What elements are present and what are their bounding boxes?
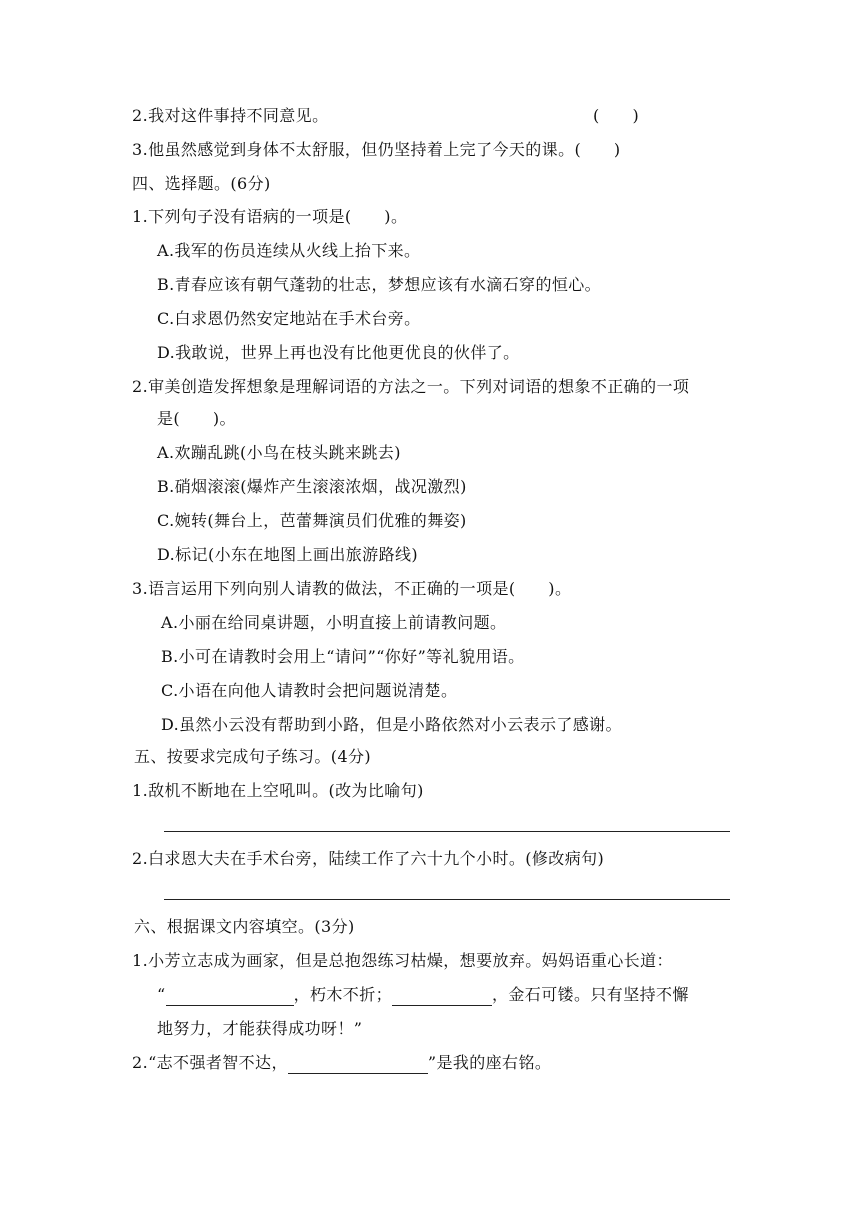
option-b: B.青春应该有朝气蓬勃的壮志，梦想应该有水滴石穿的恒心。 xyxy=(157,275,602,294)
section-heading: 四、选择题。(6分) xyxy=(132,174,271,193)
fill-question-1-end: 地努力，才能获得成功呀！” xyxy=(157,1019,363,1038)
option-c: C.小语在向他人请教时会把问题说清楚。 xyxy=(161,681,458,700)
option-b: B.小可在请教时会用上“请问”“你好”等礼貌用语。 xyxy=(161,647,525,666)
fill-blank[interactable] xyxy=(288,1057,428,1074)
option-a: A.我军的伤员连续从火线上抬下来。 xyxy=(157,241,421,260)
question-stem-continued: 是( )。 xyxy=(157,409,236,428)
fill-blank[interactable] xyxy=(166,989,294,1006)
section-heading: 五、按要求完成句子练习。(4分) xyxy=(134,747,372,766)
open-quote: “ xyxy=(157,985,166,1004)
judge-question-2: 2.我对这件事持不同意见。 xyxy=(132,106,329,125)
fill-text: ”是我的座右铭。 xyxy=(427,1053,552,1072)
section-heading: 六、根据课文内容填空。(3分) xyxy=(134,917,355,936)
sentence-task-1: 1.敌机不断地在上空吼叫。(改为比喻句) xyxy=(132,781,424,800)
question-stem: 2.审美创造发挥想象是理解词语的方法之一。下列对词语的想象不正确的一项 xyxy=(132,377,690,396)
fill-question-1: 1.小芳立志成为画家，但是总抱怨练习枯燥，想要放弃。妈妈语重心长道： xyxy=(132,951,673,970)
option-c: C.婉转(舞台上，芭蕾舞演员们优雅的舞姿) xyxy=(157,511,467,530)
option-a: A.欢蹦乱跳(小鸟在枝头跳来跳去) xyxy=(157,443,401,462)
option-d: D.虽然小云没有帮助到小路，但是小路依然对小云表示了感谢。 xyxy=(161,715,622,734)
sentence-task-2: 2.白求恩大夫在手术台旁，陆续工作了六十九个小时。(修改病句) xyxy=(132,849,605,868)
answer-line[interactable] xyxy=(164,899,730,900)
fill-text: 2.“志不强者智不达， xyxy=(132,1053,288,1072)
fill-blank[interactable] xyxy=(392,989,492,1006)
answer-line[interactable] xyxy=(164,831,730,832)
answer-paren: ( ) xyxy=(593,106,640,125)
option-c: C.白求恩仍然安定地站在手术台旁。 xyxy=(157,309,421,328)
fill-text: ，金石可镂。只有坚持不懈 xyxy=(492,985,689,1004)
option-d: D.标记(小东在地图上画出旅游路线) xyxy=(157,545,419,564)
option-b: B.硝烟滚滚(爆炸产生滚滚浓烟，战况激烈) xyxy=(157,477,467,496)
fill-question-1-blanks xyxy=(157,984,689,1006)
option-a: A.小丽在给同桌讲题，小明直接上前请教问题。 xyxy=(161,613,507,632)
question-stem: 3.语言运用下列向别人请教的做法，不正确的一项是( )。 xyxy=(132,579,572,598)
question-stem: 1.下列句子没有语病的一项是( )。 xyxy=(132,207,408,226)
fill-question-2 xyxy=(132,1052,551,1074)
fill-text: ，朽木不折； xyxy=(293,985,392,1004)
option-d: D.我敢说，世界上再也没有比他更优良的伙伴了。 xyxy=(157,343,520,362)
judge-question-3: 3.他虽然感觉到身体不太舒服，但仍坚持着上完了今天的课。( ) xyxy=(132,140,621,159)
